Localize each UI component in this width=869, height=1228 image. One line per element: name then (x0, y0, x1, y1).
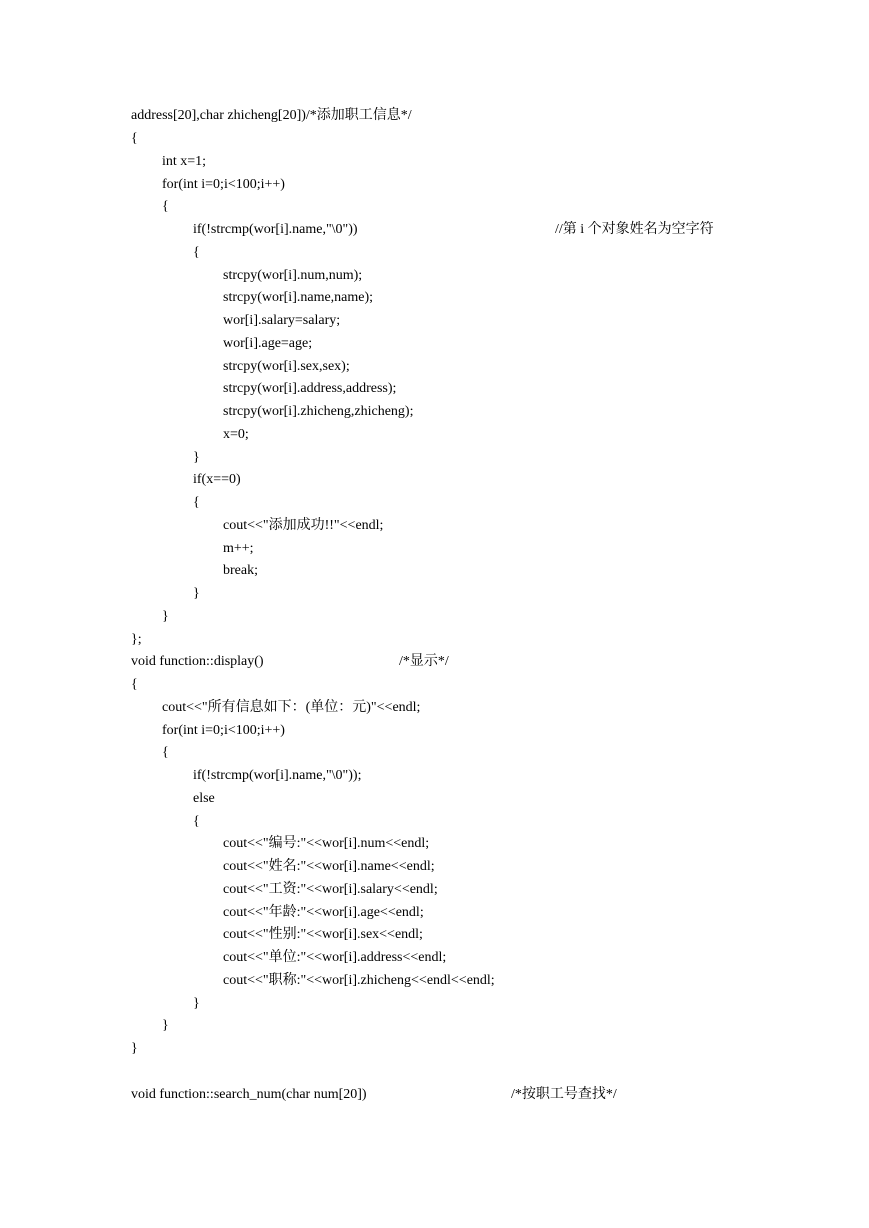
code-line (131, 742, 169, 764)
code-text: strcpy(wor[i].sex,sex); (223, 359, 350, 374)
code-line (131, 583, 200, 605)
code-text: { (193, 245, 200, 260)
code-text: cout<<"职称:"<<wor[i].zhicheng<<endl<<endl; (223, 973, 495, 988)
code-line (131, 720, 285, 742)
code-text: cout<<"所有信息如下：(单位：元)"<<endl; (162, 700, 421, 715)
code-line (131, 174, 285, 196)
code-line (131, 105, 412, 127)
code-text: else (193, 791, 215, 806)
code-line (131, 219, 358, 241)
code-line (131, 196, 169, 218)
code-line (131, 1084, 367, 1106)
code-text: { (193, 495, 200, 510)
code-text: wor[i].age=age; (223, 336, 313, 351)
code-line (131, 811, 200, 833)
code-line (131, 674, 138, 696)
code-text: } (162, 1018, 169, 1033)
code-text: cout<<"年龄:"<<wor[i].age<<endl; (223, 905, 424, 920)
code-line (131, 947, 446, 969)
code-text: strcpy(wor[i].name,name); (223, 290, 374, 305)
code-line (131, 265, 362, 287)
code-text: strcpy(wor[i].zhicheng,zhicheng); (223, 404, 414, 419)
code-text: if(!strcmp(wor[i].name,"\0")); (193, 768, 362, 783)
code-text: { (131, 131, 138, 146)
code-text: { (162, 199, 169, 214)
code-line (131, 924, 423, 946)
code-line (131, 765, 361, 787)
code-text: x=0; (223, 427, 249, 442)
code-line (131, 378, 396, 400)
code-text: cout<<"姓名:"<<wor[i].name<<endl; (223, 859, 435, 874)
code-line (131, 879, 438, 901)
code-line (131, 970, 495, 992)
code-line (131, 515, 383, 537)
code-line (131, 560, 258, 582)
code-comment: /*显示*/ (399, 654, 449, 669)
code-text: } (193, 996, 200, 1011)
code-text: strcpy(wor[i].address,address); (223, 381, 397, 396)
code-line (131, 993, 200, 1015)
code-text: m++; (223, 541, 254, 556)
code-text: }; (131, 632, 142, 647)
code-line (131, 651, 264, 673)
code-line (131, 697, 420, 719)
code-line (131, 242, 200, 264)
code-text: { (131, 677, 138, 692)
code-text: int x=1; (162, 154, 207, 169)
code-text: void function::search_num(char num[20]) (131, 1087, 367, 1102)
code-text: address[20],char zhicheng[20])/*添加职工信息*/ (131, 108, 412, 123)
code-line (131, 902, 424, 924)
code-text: } (162, 609, 169, 624)
code-comment: /*按职工号查找*/ (511, 1087, 617, 1102)
code-line (131, 447, 200, 469)
code-line (131, 424, 249, 446)
code-line (131, 333, 312, 355)
code-text: } (193, 586, 200, 601)
code-text: if(!strcmp(wor[i].name,"\0")) (193, 222, 358, 237)
code-line (131, 1038, 138, 1060)
code-line (131, 788, 215, 810)
code-line (131, 128, 138, 150)
code-line (131, 356, 350, 378)
code-text: for(int i=0;i<100;i++) (162, 177, 285, 192)
code-text: strcpy(wor[i].num,num); (223, 268, 363, 283)
code-comment: //第 i 个对象姓名为空字符 (555, 222, 714, 237)
code-text: } (131, 1041, 138, 1056)
code-text: cout<<"编号:"<<wor[i].num<<endl; (223, 836, 430, 851)
code-line (131, 629, 142, 651)
code-line (131, 469, 241, 491)
code-text: if(x==0) (193, 472, 241, 487)
code-line (131, 538, 254, 560)
code-text: cout<<"性别:"<<wor[i].sex<<endl; (223, 927, 423, 942)
code-line (131, 151, 206, 173)
code-text: void function::display() (131, 654, 264, 669)
code-text: cout<<"单位:"<<wor[i].address<<endl; (223, 950, 447, 965)
code-line (131, 401, 413, 423)
code-text: cout<<"工资:"<<wor[i].salary<<endl; (223, 882, 438, 897)
code-text: break; (223, 563, 258, 578)
code-text: } (193, 450, 200, 465)
code-line (131, 310, 340, 332)
code-line (131, 606, 169, 628)
code-text: { (162, 745, 169, 760)
code-text: cout<<"添加成功!!"<<endl; (223, 518, 384, 533)
code-text: wor[i].salary=salary; (223, 313, 341, 328)
code-line (131, 833, 429, 855)
code-line (131, 287, 373, 309)
code-text: for(int i=0;i<100;i++) (162, 723, 285, 738)
code-line (131, 492, 200, 514)
code-text: { (193, 814, 200, 829)
code-line (131, 856, 435, 878)
code-line (131, 1015, 169, 1037)
